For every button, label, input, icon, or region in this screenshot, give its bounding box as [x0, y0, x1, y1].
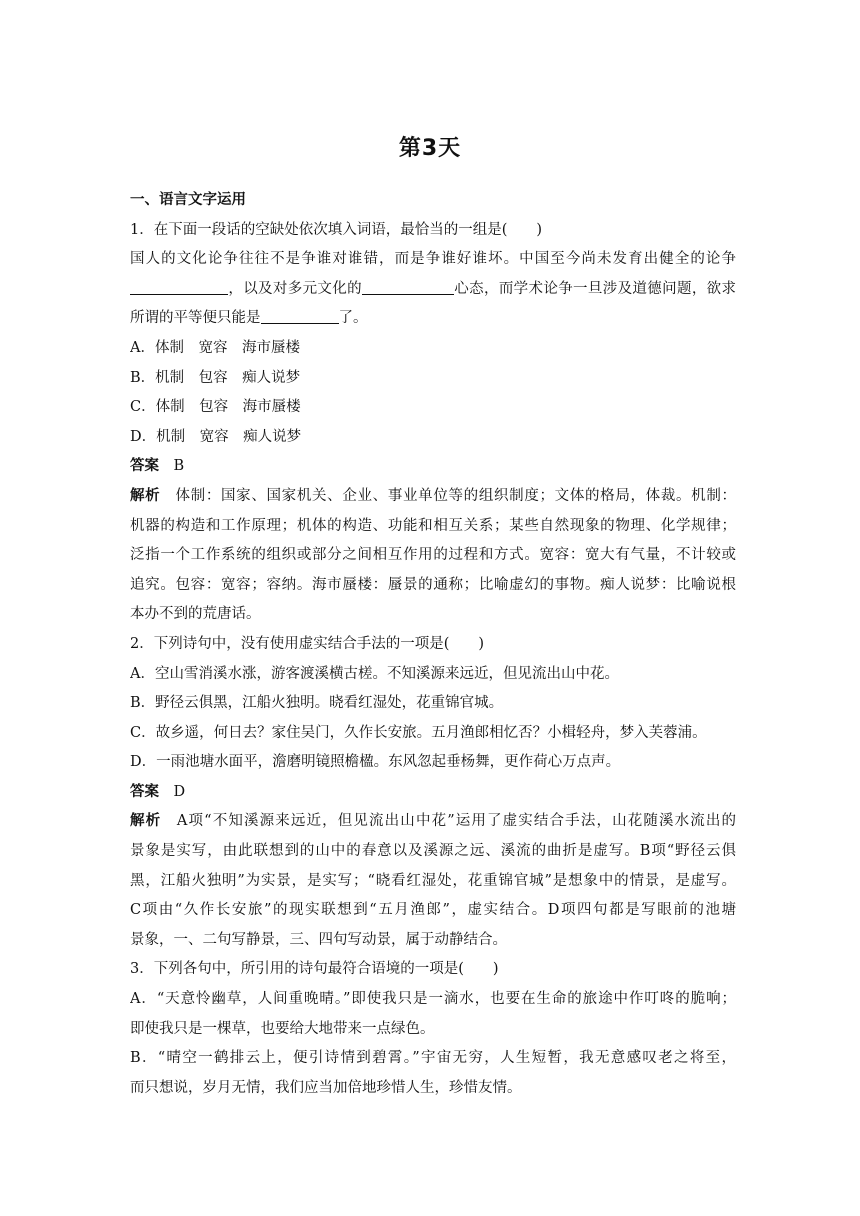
q2-analysis-line: 景象是实写，由此联想到的山中的春意以及溪源之远、溪流的曲折是虚写。B项“野径云俱: [130, 843, 736, 860]
q2-answer: [130, 778, 736, 808]
analysis-text: A项“不知溪源来远近，但见流出山中花”运用了虚实结合手法，山花随溪水流出的: [176, 813, 736, 830]
answer-blank: [362, 276, 454, 295]
q3-option-line: 即使我只是一棵草，也要给大地带来一点绿色。: [130, 1020, 435, 1037]
q1-analysis-line: 追究。包容：宽容；容纳。海市蜃楼：蜃景的通称；比喻虚幻的事物。痴人说梦：比喻说根: [130, 576, 736, 593]
answer-label: 答案: [130, 458, 159, 475]
passage-text: 心态，而学术论争一旦涉及道德问题，欲求: [453, 280, 736, 297]
q1-passage-line: [130, 275, 736, 305]
q3-stem: 3．下列各句中，所引用的诗句最符合语境的一项是( ): [130, 961, 499, 978]
passage-text: 所谓的平等便只能是: [130, 310, 261, 327]
q1-option: D．机制 宽容 痴人说梦: [130, 428, 302, 445]
q2-analysis-line: 黑，江船火独明”为实景，是实写；“晓看红湿处，花重锦官城”是想象中的情景，是虚写。: [130, 872, 736, 889]
passage-text: ，以及对多元文化的: [228, 280, 362, 297]
answer-blank: [261, 305, 339, 324]
q1-passage-line: 国人的文化论争往往不是争谁对谁错，而是争谁好谁坏。中国至今尚未发育出健全的论争: [130, 251, 736, 268]
answer-value: B: [173, 458, 185, 475]
q1-analysis-line: 机器的构造和工作原理；机体的构造、功能和相互关系；某些自然现象的物理、化学规律；: [130, 517, 736, 534]
q2-option: C．故乡遥，何日去？家住吴门，久作长安旅。五月渔郎相忆否？小楫轻舟，梦入芙蓉浦。: [130, 724, 707, 741]
page-title: 第3天: [398, 136, 462, 161]
q1-option: A．体制 宽容 海市蜃楼: [130, 339, 300, 356]
q1-stem: 1．在下面一段话的空缺处依次填入词语，最恰当的一组是( ): [130, 221, 543, 238]
section-heading: 一、语言文字运用: [130, 192, 246, 208]
document-body: [130, 186, 736, 1103]
answer-blank: [130, 276, 228, 295]
q2-analysis-line: C项由“久作长安旅”的现实联想到“五月渔郎”，虚实结合。D项四句都是写眼前的池塘: [130, 902, 736, 919]
q2-stem: 2．下列诗句中，没有使用虚实结合手法的一项是( ): [130, 635, 485, 652]
q1-option: C．体制 包容 海市蜃楼: [130, 399, 301, 416]
q1-passage-line: [130, 304, 736, 334]
q1-answer: [130, 452, 736, 482]
q1-analysis-line: 泛指一个工作系统的组织或部分之间相互作用的过程和方式。宽容：宽大有气量，不计较或: [130, 547, 736, 564]
q1-analysis-line: [130, 482, 736, 512]
q3-option-line: 而只想说，岁月无情，我们应当加倍地珍惜人生，珍惜友情。: [130, 1079, 522, 1096]
q3-option-line: A．“天意怜幽草，人间重晚晴。”即使我只是一滴水，也要在生命的旅途中作叮咚的脆响；: [130, 991, 736, 1008]
answer-value: D: [173, 783, 186, 800]
q2-option: D．一雨池塘水面平，澹磨明镜照檐楹。东风忽起垂杨舞，更作荷心万点声。: [130, 754, 621, 771]
q1-option: B．机制 包容 痴人说梦: [130, 369, 301, 386]
q2-analysis-line: 景象，一、二句写静景，三、四句写动景，属于动静结合。: [130, 931, 507, 948]
analysis-text: 体制：国家、国家机关、企业、事业单位等的组织制度；文体的格局，体裁。机制：: [175, 487, 736, 504]
answer-label: 答案: [130, 783, 159, 800]
analysis-label: 解析: [130, 813, 162, 830]
q1-analysis-line: 本办不到的荒唐话。: [130, 606, 261, 623]
analysis-label: 解析: [130, 487, 161, 504]
q2-option: A．空山雪消溪水涨，游客渡溪横古槎。不知溪源来远近，但见流出山中花。: [130, 665, 619, 682]
passage-text: 了。: [338, 310, 368, 327]
q2-option: B．野径云俱黑，江船火独明。晓看红湿处，花重锦官城。: [130, 695, 504, 712]
q2-analysis-line: [130, 807, 736, 837]
q3-option-line: B．“晴空一鹤排云上，便引诗情到碧霄。”宇宙无穷，人生短暂，我无意感叹老之将至，: [130, 1050, 736, 1067]
